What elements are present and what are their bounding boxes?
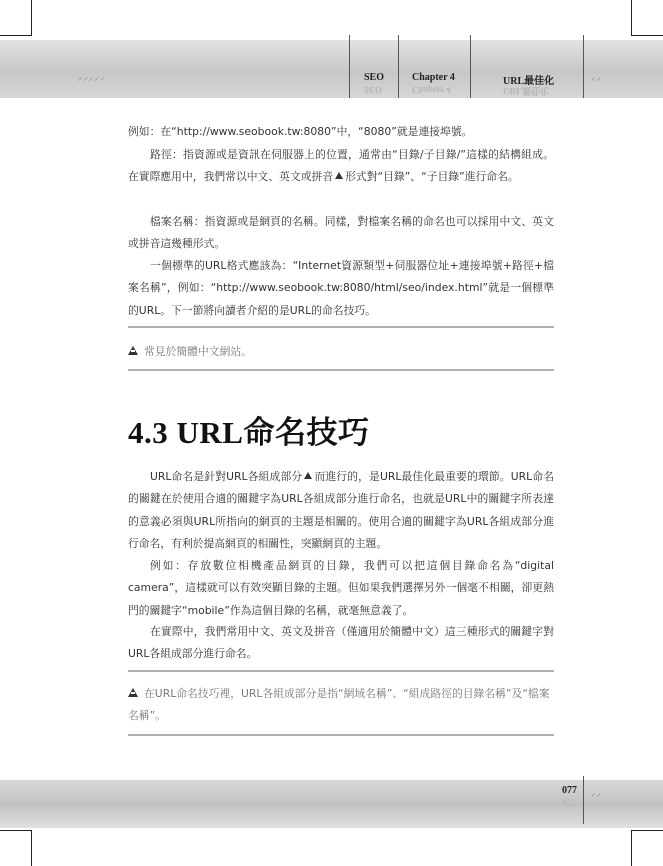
crop-mark — [631, 35, 663, 36]
crop-mark — [631, 830, 632, 866]
paragraph — [128, 466, 554, 555]
crop-mark — [631, 830, 663, 831]
paragraph: 例如：在“http://www.seobook.tw:8080”中，“8080”就是連接埠號。 — [128, 125, 473, 138]
note-rule-bottom — [128, 734, 554, 736]
crop-mark — [31, 0, 32, 36]
paragraph-text: 形式對“目錄”、“子目錄”進行命名。 — [345, 170, 519, 184]
footer-ornament: ⸝⸝ — [591, 789, 603, 799]
header-divider — [583, 35, 584, 98]
paragraph: 檔案名稱：指資源或是網頁的名稱。同樣，對檔案名稱的命名也可以採用中文、英文或拼音這幾種形式。 — [128, 215, 554, 251]
paragraph: 例如：存放數位相機產品網頁的目錄，我們可以把這個目錄命名為“digital camera”，這樣就可以有效突顯目錄的主題。但如果我們選擇另外一個毫不相關，卻更熱門的關鍵字“mobile”作為這個目錄的名稱，就毫無意義了。 — [128, 559, 554, 617]
header-divider — [470, 35, 471, 98]
note-marker-icon — [128, 346, 138, 355]
header-topic: URL最佳化 — [503, 76, 555, 87]
crop-mark — [0, 35, 32, 36]
page-number-reflection: 077 — [562, 797, 576, 807]
crop-mark — [631, 0, 632, 36]
header-section: SEO — [364, 72, 385, 83]
note-rule-bottom — [128, 369, 554, 371]
header-chapter-reflection: Chapter 4 — [412, 85, 451, 95]
header-chapter: Chapter 4 — [412, 72, 455, 83]
header-ornament: ⸝⸝⸝⸝⸝ — [78, 73, 106, 83]
header-band — [0, 40, 663, 98]
crop-mark — [31, 830, 32, 866]
note-marker-icon — [335, 172, 343, 179]
header-divider — [349, 35, 350, 98]
footnote — [128, 341, 554, 363]
header-section-reflection: SEO — [364, 85, 383, 95]
page-number: 077 — [562, 785, 577, 796]
paragraph — [128, 144, 554, 189]
note-marker-icon — [304, 472, 312, 479]
section-title: 4.3 URL命名技巧 — [128, 415, 370, 450]
header-ornament: ⸝⸝ — [591, 73, 603, 83]
footnote — [128, 683, 554, 727]
note-marker-icon — [128, 688, 138, 697]
crop-mark — [0, 830, 32, 831]
paragraph-text: 而進行的，是URL最佳化最重要的環節。URL命名的關鍵在於使用合適的關鍵字為URL各組成部分進行命名，也就是URL中的關鍵字所表達的意義必須與URL所指向的網頁的主題是相關的。使用合適的關鍵字為URL各組成部分進行命名，有利於提高網頁的相關性，突顯網頁的主題。 — [128, 470, 554, 550]
footer-divider — [583, 776, 584, 824]
header-topic-reflection: URL最佳化 — [503, 86, 550, 96]
paragraph: 在實際中，我們常用中文、英文及拼音（僅適用於簡體中文）這三種形式的關鍵字對URL各組成部分進行命名。 — [128, 625, 554, 661]
paragraph: 一個標準的URL格式應該為：“Internet資源類型+伺服器位址+連接埠號+路徑+檔案名稱”，例如：“http://www.seobook.tw:8080/html/seo/index.html”就是一個標準的URL。下一節將向讀者介紹的是URL的命名技巧。 — [128, 259, 554, 317]
paragraph-text: 路徑：指資源或是資訊在伺服器上的位置，通常由“目錄/子目錄/”這樣的結構組成。在實際應用中，我們常以中文、英文或拼音 — [128, 148, 554, 184]
note-rule-top — [128, 326, 554, 328]
footnote-text: 在URL命名技巧裡，URL各組成部分是指“網域名稱”、“組成路徑的目錄名稱”及“檔案名稱”。 — [128, 687, 550, 722]
paragraph-text: URL命名是針對URL各組成部分 — [150, 470, 303, 483]
note-rule-top — [128, 670, 554, 672]
footnote-text: 常見於簡體中文網站。 — [144, 345, 252, 358]
header-divider — [398, 35, 399, 98]
